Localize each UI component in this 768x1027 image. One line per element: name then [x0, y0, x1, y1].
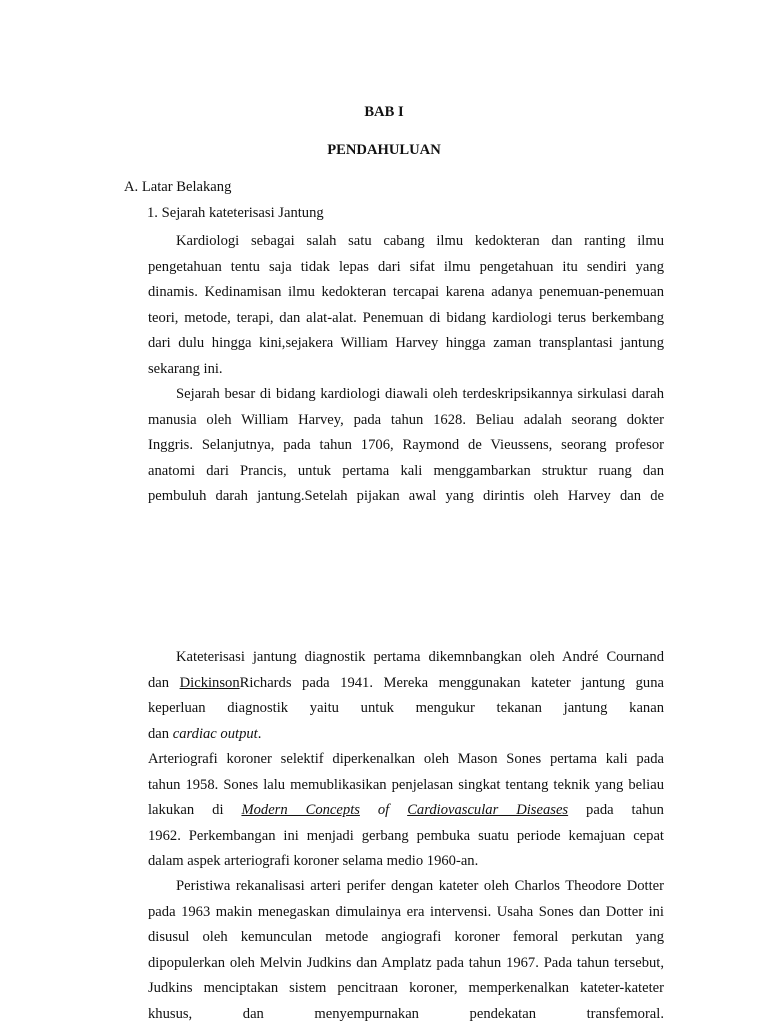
paragraph-line: Kateterisasi jantung diagnostik pertama dikemnbangkan oleh André Cournand: [148, 645, 664, 671]
paragraph-line: dinamis. Kedinamisan ilmu kedokteran tercapai karena adanya penemuan-penemuan: [148, 280, 664, 306]
paragraph-line: teori, metode, terapi, dan alat-alat. Penemuan di bidang kardiologi terus berkembang: [148, 306, 664, 332]
paragraph-line: khusus, dan menyempurnakan pendekatan transfemoral.: [148, 1002, 664, 1027]
subsection-heading: 1. Sejarah kateterisasi Jantung: [147, 205, 324, 222]
paragraph-line: [148, 798, 664, 824]
line-text: Richards pada 1941. Mereka menggunakan kateter jantung guna: [240, 675, 664, 691]
paragraph-sejarah: [148, 382, 664, 510]
paragraph-line: Judkins menciptakan sistem pencitraan koroner, memperkenalkan kateter-kateter: [148, 976, 664, 1002]
section-heading: A. Latar Belakang: [124, 179, 231, 196]
paragraph-line: Inggris. Selanjutnya, pada tahun 1706, Raymond de Vieussens, seorang profesor: [148, 433, 664, 459]
line-text: dan: [148, 675, 180, 691]
paragraph-kardiologi: [148, 229, 664, 382]
cardiovascular-diseases-link[interactable]: Cardiovascular Diseases: [407, 802, 568, 818]
line-text: lakukan di: [148, 802, 241, 818]
paragraph-line: [148, 671, 664, 697]
paragraph-line: Peristiwa rekanalisasi arteri perifer dengan kateter oleh Charlos Theodore Dotter: [148, 874, 664, 900]
paragraph-line: dari dulu hingga kini,sejakera William Harvey hingga zaman transplantasi jantung: [148, 331, 664, 357]
paragraph-line: [148, 722, 664, 748]
paragraph-rekanalisasi: [148, 874, 664, 1027]
paragraph-line: Kardiologi sebagai salah satu cabang ilmu kedokteran dan ranting ilmu: [148, 229, 664, 255]
paragraph-line: dalam aspek arteriografi koroner selama medio 1960-an.: [148, 849, 664, 875]
line-text: of: [360, 802, 407, 818]
modern-concepts-link[interactable]: Modern Concepts: [241, 802, 359, 818]
line-text: .: [258, 726, 262, 742]
paragraph-line: pembuluh darah jantung.Setelah pijakan awal yang dirintis oleh Harvey dan de: [148, 484, 664, 510]
paragraph-line: Sejarah besar di bidang kardiologi diawali oleh terdeskripsikannya sirkulasi darah: [148, 382, 664, 408]
paragraph-line: Arteriografi koroner selektif diperkenalkan oleh Mason Sones pertama kali pada: [148, 747, 664, 773]
paragraph-line: sekarang ini.: [148, 357, 664, 383]
paragraph-line: 1962. Perkembangan ini menjadi gerbang pembuka suatu periode kemajuan cepat: [148, 824, 664, 850]
paragraph-line: manusia oleh William Harvey, pada tahun 1628. Beliau adalah seorang dokter: [148, 408, 664, 434]
dickinson-link[interactable]: Dickinson: [180, 675, 240, 691]
line-text: pada tahun: [568, 802, 664, 818]
paragraph-line: pengetahuan tentu saja tidak lepas dari sifat ilmu pengetahuan itu sendiri yang: [148, 255, 664, 281]
paragraph-line: keperluan diagnostik yaitu untuk mengukur tekanan jantung kanan: [148, 696, 664, 722]
chapter-number: BAB I: [0, 104, 768, 121]
paragraph-line: pada 1963 makin menegaskan dimulainya era intervensi. Usaha Sones dan Dotter ini: [148, 900, 664, 926]
line-text: dan: [148, 726, 173, 742]
paragraph-kateterisasi: [148, 645, 664, 875]
paragraph-line: anatomi dari Prancis, untuk pertama kali menggambarkan struktur ruang dan: [148, 459, 664, 485]
paragraph-line: disusul oleh kemunculan metode angiografi koroner femoral perkutan yang: [148, 925, 664, 951]
italic-term: cardiac output: [173, 726, 258, 742]
paragraph-line: tahun 1958. Sones lalu memublikasikan penjelasan singkat tentang teknik yang beliau: [148, 773, 664, 799]
paragraph-line: dipopulerkan oleh Melvin Judkins dan Amplatz pada tahun 1967. Pada tahun tersebut,: [148, 951, 664, 977]
chapter-title: PENDAHULUAN: [0, 142, 768, 159]
